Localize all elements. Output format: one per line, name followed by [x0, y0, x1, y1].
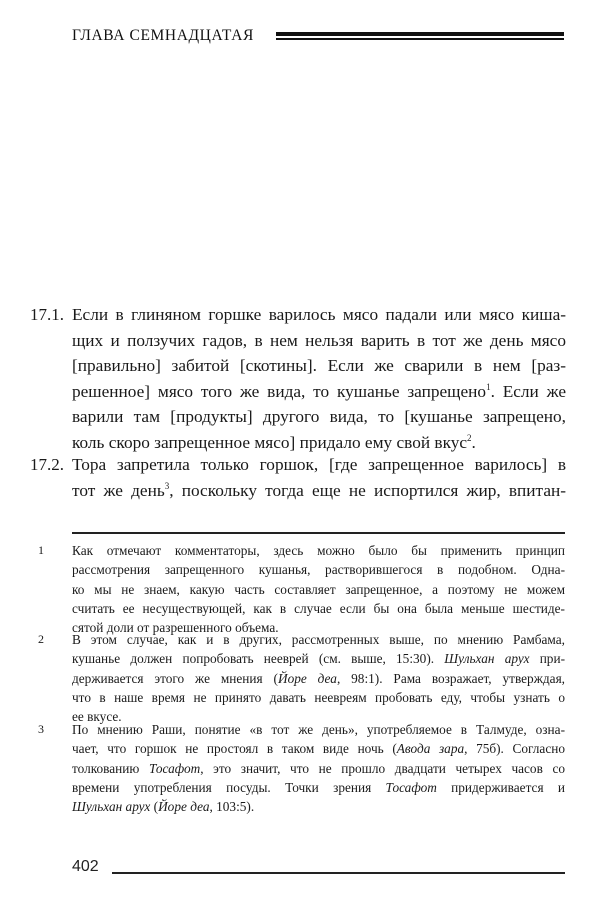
page-number: 402 — [72, 858, 99, 875]
text-line: коль скоро запрещенное мясо] придало ему свой вкус$^2$. — [72, 432, 476, 452]
footnote-ref-3[interactable]: 3 — [164, 480, 170, 491]
footnote-line: времени употребления посуды. Точки зрения Тосафот придерживается и — [72, 779, 565, 795]
text-line: [правильно] забитой [скотины]. Если же сварили в нем [раз- — [72, 356, 566, 376]
footnote-line: кушанье должен попробовать нееврей (см. выше, 15:30). Шульхан арух при- — [72, 651, 566, 667]
footnote-number: 1 — [38, 543, 44, 557]
chapter-title: ГЛАВА СЕМНАДЦАТАЯ — [72, 27, 254, 44]
footer-rule — [112, 872, 565, 874]
text-line: варили там [продукты] другого вида, то [кушанье запрещено, — [72, 407, 566, 427]
paragraph-text — [72, 452, 566, 503]
paragraph-number: 17.2. — [30, 455, 64, 474]
footnote-line: держивается этого же мнения (Йоре деа, 98:1). Рама возражает, утверждая, — [72, 670, 566, 686]
paragraph-17-2 — [30, 452, 566, 503]
footnote-line: рассмотрения запрещенного кушанья, растворившегося в подобном. Одна- — [72, 562, 565, 578]
footnote-2 — [38, 630, 566, 726]
footnote-line: Как отмечают комментаторы, здесь можно было бы применить принцип — [72, 543, 565, 558]
footnote-line: толкованию Тосафот, это значит, что не прошло двадцати четырех часов со — [72, 760, 566, 776]
footnote-line: Шульхан арух (Йоре деа, 103:5). — [72, 799, 255, 815]
header-rule-thick — [276, 32, 564, 36]
footnote-number: 2 — [38, 632, 44, 646]
paragraph-17-1 — [30, 302, 567, 456]
footnote-ref-2[interactable]: 2 — [467, 432, 472, 443]
footnote-line: ее вкусе. — [72, 709, 122, 725]
text-line: решенное] мясо того же вида, то кушанье запрещено$^1$. Если же — [72, 381, 567, 401]
footnote-line: ко мы не знаем, какую часть составляет запрещенное, а поэтому не можем — [72, 581, 565, 597]
text-line: щих и ползучих гадов, в нем нельзя варить в тот же день мясо — [72, 330, 566, 350]
header-rule-thin — [276, 38, 564, 40]
footnote-line: считать ее несуществующей, как в случае если бы она была меньше шестиде- — [72, 600, 565, 616]
footnote-separator — [72, 532, 565, 534]
footnote-3 — [38, 720, 566, 816]
footnote-number: 3 — [38, 722, 44, 736]
footnote-line: чает, что горшок не простоял в таком виде ночь (Авода зара, 75б). Согласно — [72, 741, 565, 757]
footnote-line: По мнению Раши, понятие «в тот же день», употребляемое в Талмуде, озна- — [72, 722, 565, 737]
footnote-1 — [38, 541, 565, 637]
footnote-line: что в наше время не принято давать неевреям пробовать еду, чтобы узнать о — [72, 689, 565, 705]
footnote-ref-1[interactable]: 1 — [486, 381, 491, 392]
paragraph-number: 17.1. — [30, 305, 64, 324]
header-rule — [276, 32, 564, 41]
footnote-line: В этом случае, как и в других, рассмотренных выше, по мнению Рамбама, — [72, 632, 565, 647]
running-header — [72, 26, 564, 46]
paragraph-text — [72, 302, 566, 456]
text-line: тот же день$^3$, поскольку тогда еще не испортился жир, впитан- — [72, 480, 566, 500]
text-line: Если в глиняном горшке варилось мясо падали или мясо киша- — [72, 305, 566, 324]
text-line: Тора запретила только горшок, [где запрещенное варилось] в — [72, 455, 566, 474]
footnote-line: сятой доли от разрешенного объема. — [72, 620, 279, 636]
page-footer — [72, 858, 565, 880]
